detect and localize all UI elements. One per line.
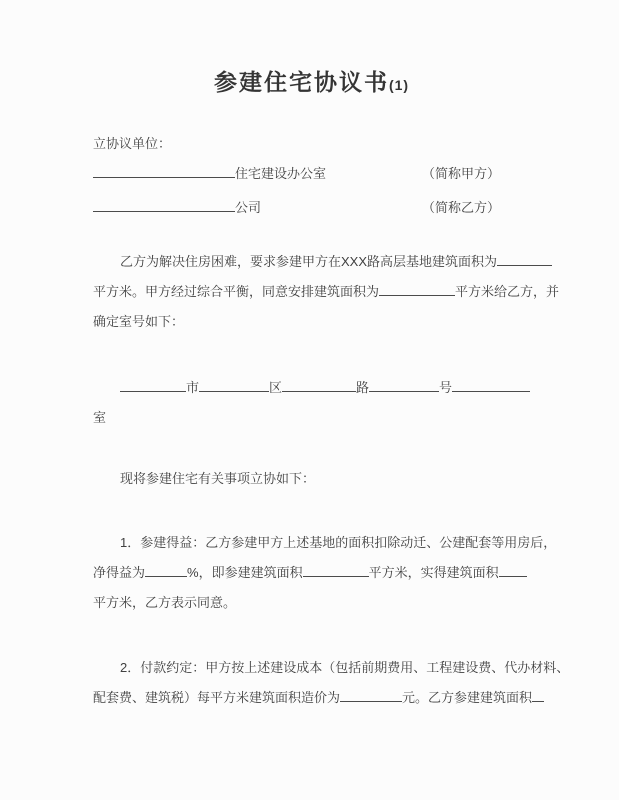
text-run: 公司 [235,200,262,215]
text-run: 室 [93,410,107,425]
clause-1 [93,528,557,618]
intro-paragraph [93,247,560,337]
blank-field [497,253,552,266]
text-run: 平方米，实得建筑面积 [368,565,499,580]
text-run: 现将参建住宅有关事项立协如下： [120,471,316,486]
intro-paragraph-line [93,307,530,337]
text-run: 2．付款约定：甲方按上述建设成本（包括前期费用、工程建设费、代办材料、 [120,660,570,675]
intro-paragraph-line [93,277,560,307]
blank-field [199,379,269,392]
text-run: 区 [269,380,283,395]
blank-field [120,379,186,392]
clause-1-line [93,588,530,618]
blank-field [532,689,544,702]
text-run: 路 [356,380,370,395]
intro-paragraph-line [93,247,530,277]
address-line-line [93,373,530,403]
text-run: 平方米。甲方经过综合平衡，同意安排建筑面积为 [93,284,380,299]
title-number: (1) [388,77,410,93]
party-b-row-alias: （简称乙方） [422,200,501,215]
party-a-row-alias: （简称甲方） [422,166,501,181]
title-text: 参建住宅协议书 [213,69,389,95]
text-run: 号 [439,380,453,395]
blank-field [379,283,455,296]
text-run: %，即参建建筑面积 [187,565,303,580]
text-run: 确定室号如下： [93,314,185,329]
clause-2 [93,653,570,713]
party-a-row-line [93,159,530,189]
blank-field [452,379,530,392]
text-run: 1．参建得益：乙方参建甲方上述基地的面积扣除动迁、公建配套等用房后， [120,535,557,550]
text-run: 平方米，乙方表示同意。 [93,595,237,610]
blank-field [282,379,356,392]
address-line-line [93,403,530,433]
blank-field [499,564,527,577]
text-run: 净得益为 [93,565,146,580]
text-run: 平方米给乙方，并 [455,284,560,299]
party-b-row [93,193,530,223]
blank-field [93,165,235,178]
clause-2-line [93,683,533,713]
document-title [93,64,530,103]
blank-field [369,379,439,392]
party-b-row-line [93,193,530,223]
text-run: 乙方为解决住房困难，要求参建甲方在XXX路高层基地建筑面积为 [120,254,498,269]
document-body [93,129,570,713]
text-run: 配套费、建筑税）每平方米建筑面积造价为 [93,690,341,705]
party-a-row [93,159,530,189]
clause-1-line [93,528,557,558]
blank-field [145,564,187,577]
notice-line [93,464,530,494]
blank-field [93,199,235,212]
notice-line-line [93,464,530,494]
clause-1-line [93,558,530,588]
blank-field [340,689,402,702]
text-run: 立协议单位： [93,136,172,151]
parties-label [93,129,530,159]
text-run: 市 [186,380,200,395]
text-run: 住宅建设办公室 [235,166,327,181]
text-run: 元。乙方参建建筑面积 [402,690,533,705]
address-line [93,373,530,433]
blank-field [303,564,369,577]
clause-2-line [93,653,570,683]
parties-label-line [93,129,530,159]
